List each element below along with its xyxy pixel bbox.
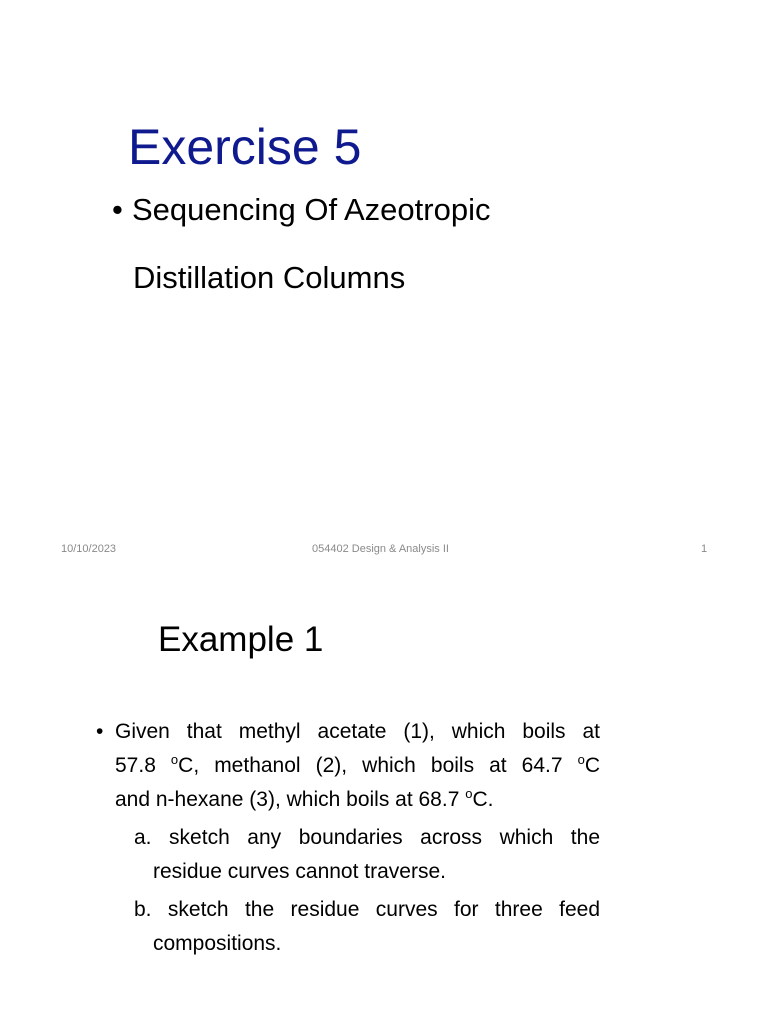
footer-date: 10/10/2023 (61, 543, 117, 555)
footer-page-number: 1 (701, 543, 708, 555)
text-run: C. (472, 788, 494, 811)
bullet-item (112, 188, 490, 232)
sub-item-text-line: compositions. (153, 932, 282, 955)
text-run: C, methanol (2), which boils at 64.7 (178, 754, 563, 777)
bullet-icon: • (96, 720, 104, 743)
bullet-text-line (115, 749, 600, 783)
text-run: C (584, 754, 600, 777)
sub-item-b (134, 893, 600, 961)
text-run: and n-hexane (3), which boils at 68.7 (115, 788, 460, 811)
bullet-text: Sequencing Of Azeotropic (132, 192, 491, 227)
sub-item-text-line: residue curves cannot traverse. (153, 860, 446, 883)
sub-item-text-line: b. sketch the residue curves for three feed (134, 898, 600, 921)
slide-title: Example 1 (158, 620, 324, 659)
sub-item-a (134, 821, 600, 889)
bullet-text-line (115, 783, 600, 817)
sub-item-text-line: a. sketch any boundaries across which the (134, 826, 600, 849)
bullet-text-line: Given that methyl acetate (1), which boils at (115, 720, 600, 743)
slide-title: Exercise 5 (128, 119, 362, 175)
bullet-item (96, 715, 600, 817)
slide-body (96, 715, 600, 961)
superscript: o (170, 752, 179, 767)
footer-course: 054402 Design & Analysis II (312, 543, 449, 555)
superscript: o (465, 786, 473, 801)
bullet-icon: • (112, 192, 123, 227)
bullet-text-continuation: Distillation Columns (133, 260, 406, 295)
text-run: 57.8 (115, 754, 156, 777)
superscript: o (577, 752, 585, 767)
slide-2 (0, 575, 768, 1024)
